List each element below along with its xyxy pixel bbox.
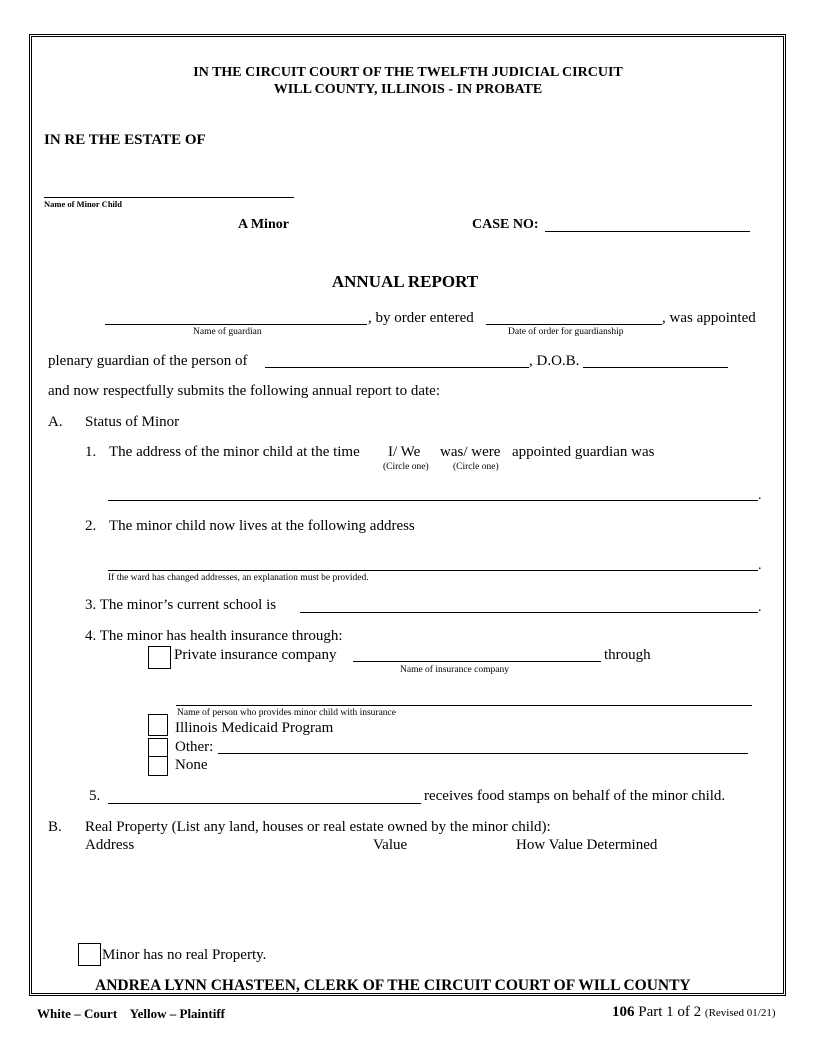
- item5-text: receives food stamps on behalf of the minor child.: [424, 788, 726, 804]
- other-insurance-field[interactable]: [218, 753, 748, 754]
- copy-distribution: White – Court Yellow – Plaintiff: [37, 1006, 225, 1021]
- section-b-letter: B.: [48, 819, 62, 835]
- item1-appointed-text: appointed guardian was: [512, 444, 655, 460]
- no-real-property-checkbox[interactable]: [78, 943, 101, 966]
- insurance-company-label: Name of insurance company: [400, 665, 509, 675]
- no-insurance-label: None: [175, 757, 208, 773]
- page-title: ANNUAL REPORT: [331, 272, 479, 291]
- column-address-header: Address: [85, 837, 135, 853]
- item2-text: The minor child now lives at the following address: [109, 518, 415, 534]
- section-b-title: Real Property (List any land, houses or real estate owned by the minor child):: [85, 819, 551, 835]
- order-date-field[interactable]: [486, 324, 662, 325]
- item5-number: 5.: [89, 788, 101, 804]
- private-insurance-checkbox[interactable]: [148, 646, 171, 669]
- through-text: through: [604, 647, 651, 663]
- order-date-label: Date of order for guardianship: [508, 327, 624, 337]
- no-insurance-checkbox[interactable]: [148, 756, 168, 776]
- medicaid-label: Illinois Medicaid Program: [175, 720, 334, 736]
- circle-one-label-1: (Circle one): [383, 462, 429, 472]
- item2-number: 2.: [85, 518, 97, 534]
- section-a-letter: A.: [48, 414, 63, 430]
- form-number-footer: [612, 1005, 776, 1020]
- insurance-company-field[interactable]: [353, 661, 601, 662]
- item4-text: 4. The minor has health insurance through:: [85, 628, 343, 644]
- revision-date: (Revised 01/21): [704, 1007, 776, 1019]
- page-border: [29, 34, 786, 996]
- ward-name-field[interactable]: [265, 367, 529, 368]
- in-re-estate-label: IN RE THE ESTATE OF: [44, 132, 206, 148]
- minor-name-label: Name of Minor Child: [44, 199, 122, 209]
- case-no-field[interactable]: [545, 231, 750, 232]
- medicaid-checkbox[interactable]: [148, 714, 168, 736]
- period: .: [758, 600, 762, 615]
- no-real-property-label: Minor has no real Property.: [102, 947, 267, 963]
- insurance-provider-person-label: Name of person who provides minor child with insurance: [177, 708, 396, 718]
- item3-text: 3. The minor’s current school is: [85, 597, 277, 613]
- other-insurance-label: Other:: [175, 739, 214, 755]
- item1-number: 1.: [85, 444, 97, 460]
- other-insurance-checkbox[interactable]: [148, 738, 168, 758]
- insurance-provider-person-field[interactable]: [176, 705, 752, 706]
- school-field[interactable]: [300, 612, 758, 613]
- clerk-name: ANDREA LYNN CHASTEEN, CLERK OF THE CIRCUIT COURT OF WILL COUNTY: [95, 977, 691, 994]
- guardian-name-field[interactable]: [105, 324, 367, 325]
- guardian-name-label: Name of guardian: [193, 327, 262, 337]
- period: .: [758, 558, 762, 573]
- case-no-label: CASE NO:: [472, 217, 539, 232]
- food-stamps-recipient-field[interactable]: [108, 803, 421, 804]
- plenary-text: plenary guardian of the person of: [48, 353, 248, 369]
- section-a-title: Status of Minor: [85, 414, 180, 430]
- form-number: 106: [612, 1004, 635, 1020]
- column-how-determined-header: How Value Determined: [516, 837, 658, 853]
- private-insurance-label: Private insurance company: [174, 647, 337, 663]
- court-header-line2: WILL COUNTY, ILLINOIS - IN PROBATE: [273, 82, 543, 97]
- a-minor-label: A Minor: [238, 217, 289, 232]
- dob-field[interactable]: [583, 367, 728, 368]
- court-header-line1: IN THE CIRCUIT COURT OF THE TWELFTH JUDICIAL CIRCUIT: [193, 65, 623, 80]
- by-order-text: , by order entered: [368, 310, 474, 326]
- was-were-choice[interactable]: was/ were: [440, 444, 501, 460]
- minor-name-field[interactable]: [44, 197, 294, 198]
- current-address-field[interactable]: [108, 570, 758, 571]
- page-part: Part 1 of 2: [638, 1004, 702, 1020]
- period: .: [758, 488, 762, 503]
- original-address-field[interactable]: [108, 500, 758, 501]
- submits-text: and now respectfully submits the following annual report to date:: [48, 383, 440, 399]
- column-value-header: Value: [373, 837, 408, 853]
- was-appointed-text: , was appointed: [662, 310, 756, 326]
- i-we-choice[interactable]: I/ We: [388, 444, 421, 460]
- circle-one-label-2: (Circle one): [453, 462, 499, 472]
- item1-text: The address of the minor child at the time: [109, 444, 360, 460]
- dob-text: , D.O.B.: [529, 353, 580, 369]
- address-change-note: If the ward has changed addresses, an explanation must be provided.: [108, 573, 369, 583]
